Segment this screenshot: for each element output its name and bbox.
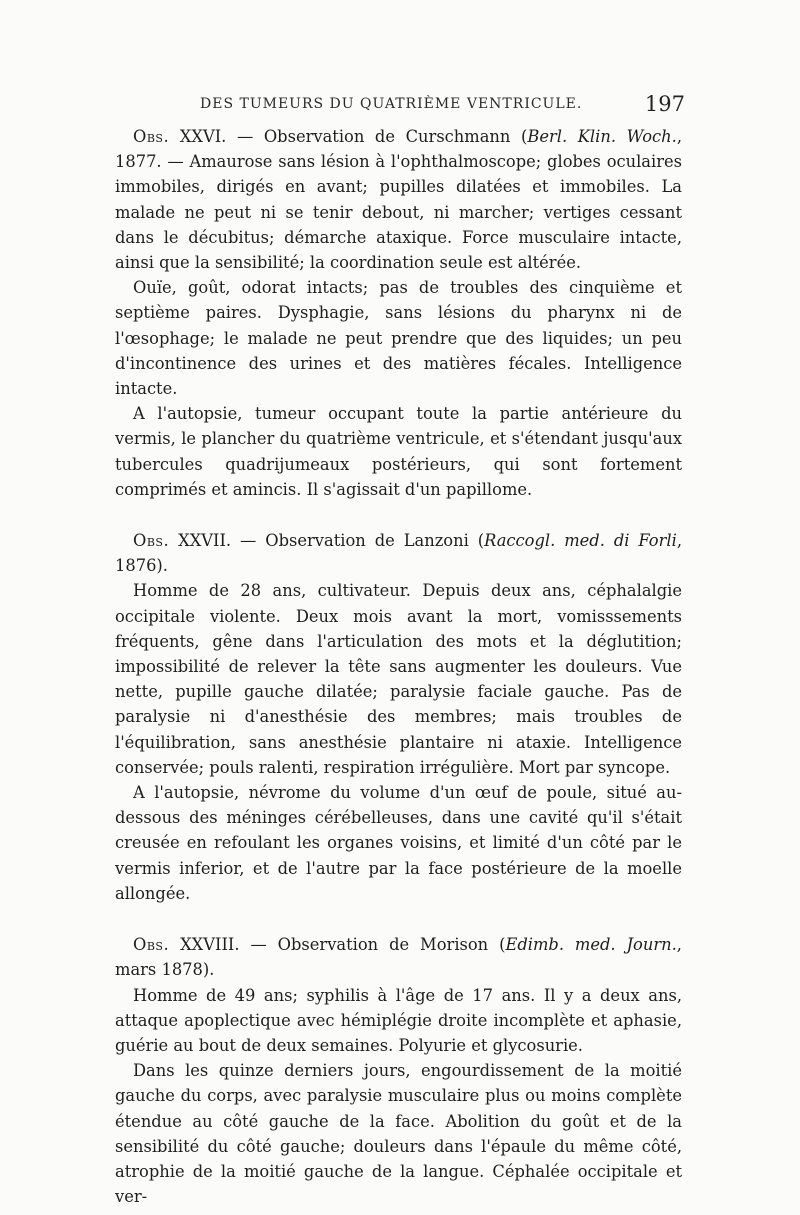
obs-number: XXVIII. (180, 935, 240, 955)
paragraph: Homme de 28 ans, cultivateur. Depuis deux ans, céphalalgie occipitale violente. Deux mois avant la mort, vomisssements fréquents, gêne dans l'articulation des mots et la déglutition; impossibilité de relever la tête sans augmenter les douleurs. Vue nette, pupille gauche dilatée; paralysie faciale gauche. Pas de paralysie ni d'anesthésie des membres; mais troubles de l'équilibration, sans anesthésie plantaire ni ataxie. Intelligence conservée; pouls ralenti, respiration irrégulière. Mort par syncope. (115, 581, 682, 777)
observation-heading (115, 932, 682, 982)
obs-lead: — Observation de Curschmann ( (226, 127, 528, 146)
obs-text: , mars 1878). (115, 935, 682, 980)
obs-source: Edimb. med. Journ. (505, 935, 677, 955)
page-header (200, 92, 685, 122)
obs-source: Berl. Klin. Woch. (527, 127, 677, 146)
obs-lead: — Observation de Lanzoni ( (231, 531, 485, 551)
paragraph: Dans les quinze derniers jours, engourdissement de la moitié gauche du corps, avec paralysie musculaire plus ou moins complète étendue au côté gauche de la face. Abolition du goût et de la sensibilité du côté gauche; douleurs dans l'épaule du même côté, atrophie de la moitié gauche de la langue. Céphalée occipitale et ver- (115, 1061, 682, 1207)
obs-number: XXVI. (179, 127, 227, 146)
obs-label: Obs. (133, 935, 170, 955)
obs-text: , 1877. — Amaurose sans lésion à l'ophthalmoscope; globes oculaires immobiles, dirigés en avant; pupilles dilatées et immobiles. La malade ne peut ni se tenir debout, ni marcher; vertiges cessant dans le décubitus; démarche ataxique. Force musculaire intacte, ainsi que la sensibilité; la coordination seule est altérée. (115, 127, 682, 273)
obs-source: Raccogl. med. di Forli (484, 531, 677, 551)
observation-27 (115, 528, 682, 906)
obs-text: , 1876). (115, 531, 682, 576)
observation-heading (115, 528, 682, 578)
observation-26 (115, 124, 682, 502)
obs-label: Obs. (133, 531, 170, 551)
obs-lead: — Observation de Morison ( (239, 935, 506, 955)
observation-28 (115, 932, 682, 1209)
paragraph: A l'autopsie, tumeur occupant toute la partie antérieure du vermis, le plancher du quatrième ventricule, et s'étendant jusqu'aux tubercules quadrijumeaux postérieurs, qui sont fortement comprimés et amincis. Il s'agissait d'un papillome. (115, 404, 682, 499)
body-text (115, 124, 682, 1209)
obs-number: XXVII. (178, 531, 232, 551)
page-number: 197 (644, 92, 685, 116)
observation-heading (115, 124, 682, 275)
paragraph: Ouïe, goût, odorat intacts; pas de troubles des cinquième et septième paires. Dysphagie, sans lésions du pharynx ni de l'œsophage; le malade ne peut prendre que des liquides; un peu d'incontinence des urines et des matières fécales. Intelligence intacte. (115, 278, 682, 399)
paragraph: A l'autopsie, névrome du volume d'un œuf de poule, situé au-dessous des méninges cérébelleuses, dans une cavité qu'il s'était creusée en refoulant les organes voisins, et limité d'un côté par le vermis inferior, et de l'autre par la face postérieure de la moelle allongée. (115, 783, 682, 903)
obs-label: Obs. (133, 127, 170, 146)
paragraph: Homme de 49 ans; syphilis à l'âge de 17 ans. Il y a deux ans, attaque apoplectique avec hémiplégie droite incomplète et aphasie, guérie au bout de deux semaines. Polyurie et glycosurie. (115, 985, 682, 1055)
running-title: DES TUMEURS DU QUATRIÈME VENTRICULE. (200, 96, 583, 112)
